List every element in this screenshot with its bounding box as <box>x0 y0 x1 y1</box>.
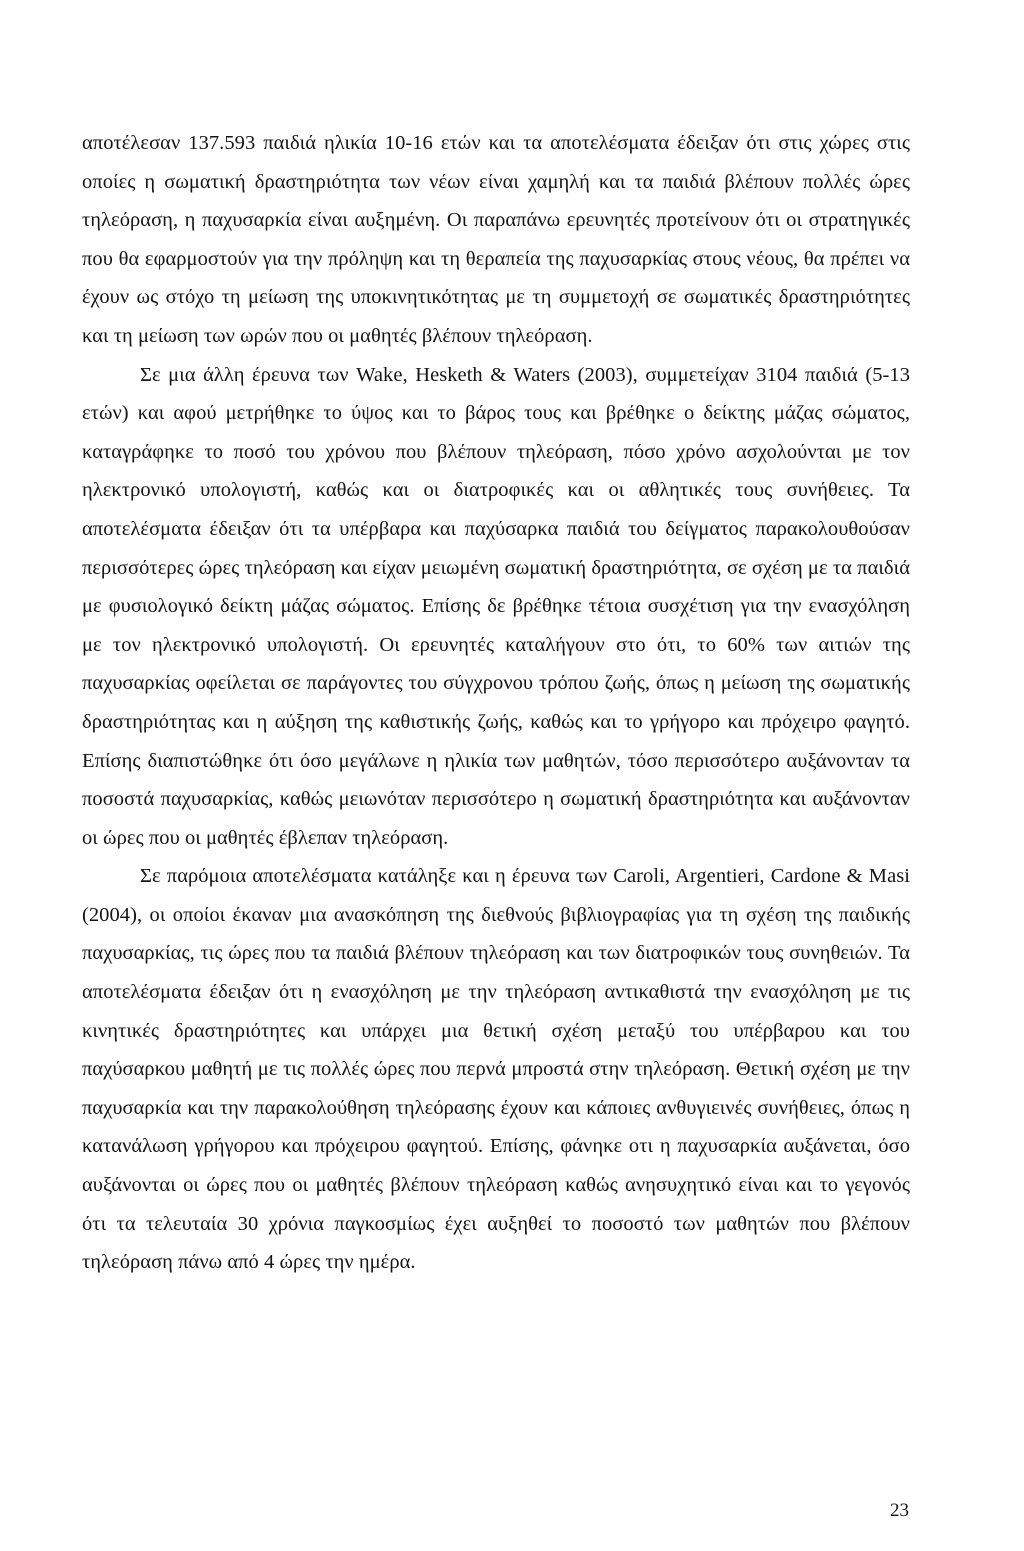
page-body <box>82 124 910 1282</box>
page-number: 23 <box>890 1500 909 1521</box>
paragraph-wake-hesketh-waters: Σε μια άλλη έρευνα των Wake, Hesketh & Waters (2003), συμμετείχαν 3104 παιδιά (5-13 ετών) και αφού μετρήθηκε το ύψος και το βάρος τους και βρέθηκε ο δείκτης μάζας σώματος, καταγράφηκε το ποσό του χρόνου που βλέπουν τηλεόραση, πόσο χρόνο ασχολούνται με τον ηλεκτρονικό υπολογιστή, καθώς και οι διατροφικές και οι αθλητικές τους συνήθειες. Τα αποτελέσματα έδειξαν ότι τα υπέρβαρα και παχύσαρκα παιδιά του δείγματος παρακολουθούσαν περισσότερες ώρες τηλεόραση και είχαν μειωμένη σωματική δραστηριότητα, σε σχέση με τα παιδιά με φυσιολογικό δείκτη μάζας σώματος. Επίσης δε βρέθηκε τέτοια συσχέτιση για την ενασχόληση με τον ηλεκτρονικό υπολογιστή. Οι ερευνητές καταλήγουν στο ότι, το 60% των αιτιών της παχυσαρκίας οφείλεται σε παράγοντες του σύγχρονου τρόπου ζωής, όπως η μείωση της σωματικής δραστηριότητας και η αύξηση της καθιστικής ζωής, καθώς και το γρήγορο και πρόχειρο φαγητό. Επίσης διαπιστώθηκε ότι όσο μεγάλωνε η ηλικία των μαθητών, τόσο περισσότερο αυξάνονταν τα ποσοστά παχυσαρκίας, καθώς μειωνόταν περισσότερο η σωματική δραστηριότητα και αυξάνονταν οι ώρες που οι μαθητές έβλεπαν τηλεόραση. <box>82 363 910 849</box>
paragraph-continuation: αποτέλεσαν 137.593 παιδιά ηλικία 10-16 ετών και τα αποτελέσματα έδειξαν ότι στις χώρες στις οποίες η σωματική δραστηριότητα των νέων είναι χαμηλή και τα παιδιά βλέπουν πολλές ώρες τηλεόραση, η παχυσαρκία είναι αυξημένη. Οι παραπάνω ερευνητές προτείνουν ότι οι στρατηγικές που θα εφαρμοστούν για την πρόληψη και τη θεραπεία της παχυσαρκίας στους νέους, θα πρέπει να έχουν ως στόχο τη μείωση της υποκινητικότητας με τη συμμετοχή σε σωματικές δραστηριότητες και τη μείωση των ωρών που οι μαθητές βλέπουν τηλεόραση. <box>82 132 910 347</box>
paragraph-caroli-et-al: Σε παρόμοια αποτελέσματα κατάληξε και η έρευνα των Caroli, Argentieri, Cardone & Masi (2004), οι οποίοι έκαναν μια ανασκόπηση της διεθνούς βιβλιογραφίας για τη σχέση της παιδικής παχυσαρκίας, τις ώρες που τα παιδιά βλέπουν τηλεόραση και των διατροφικών τους συνηθειών. Τα αποτελέσματα έδειξαν ότι η ενασχόληση με την τηλεόραση αντικαθιστά την ενασχόληση με τις κινητικές δραστηριότητες και υπάρχει μια θετική σχέση μεταξύ του υπέρβαρου και του παχύσαρκου μαθητή με τις πολλές ώρες που περνά μπροστά στην τηλεόραση. Θετική σχέση με την παχυσαρκία και την παρακολούθηση τηλεόρασης έχουν και κάποιες ανθυγιεινές συνήθειες, όπως η κατανάλωση γρήγορου και πρόχειρου φαγητού. Επίσης, φάνηκε οτι η παχυσαρκία αυξάνεται, όσο αυξάνονται οι ώρες που οι μαθητές βλέπουν τηλεόραση καθώς ανησυχητικό είναι και το γεγονός ότι τα τελευταία 30 χρόνια παγκοσμίως έχει αυξηθεί το ποσοστό των μαθητών που βλέπουν τηλεόραση πάνω από 4 ώρες την ημέρα. <box>82 865 910 1274</box>
